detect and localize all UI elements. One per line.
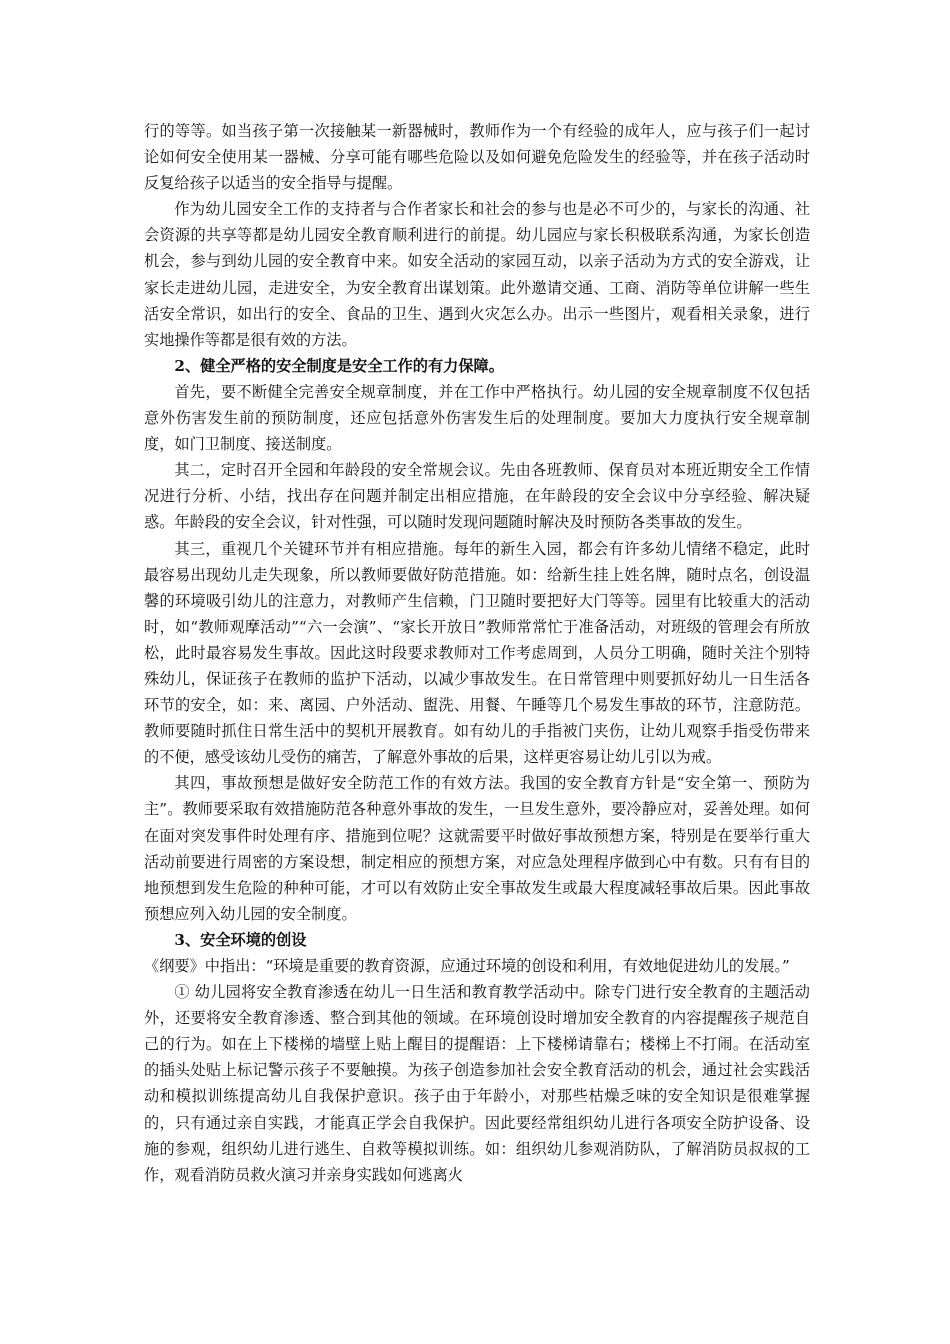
paragraph-3: 首先，要不断健全完善安全规章制度，并在工作中严格执行。幼儿园的安全规章制度不仅包括意外伤害发生前的预防制度，还应包括意外伤害发生后的处理制度。要加大力度执行安全规章制度，如门卫制度、接送制度。: [144, 382, 810, 454]
section-heading-3: 3、安全环境的创设: [174, 930, 307, 949]
paragraph-1: 行的等等。如当孩子第一次接触某一新器械时，教师作为一个有经验的成年人，应与孩子们一起讨论如何安全使用某一器械、分享可能有哪些危险以及如何避免危险发生的经验等，并在孩子活动时反复给孩子以适当的安全指导与提醒。: [144, 122, 810, 193]
paragraph-2: 作为幼儿园安全工作的支持者与合作者家长和社会的参与也是必不可少的，与家长的沟通、社会资源的共享等都是幼儿园安全教育顺利进行的前提。幼儿园应与家长积极联系沟通，为家长创造机会，参与到幼儿园的安全教育中来。如安全活动的家园互动，以亲子活动为方式的安全游戏，让家长走进幼儿园，走进安全，为安全教育出谋划策。此外邀请交通、工商、消防等单位讲解一些生活安全常识，如出行的安全、食品的卫生、遇到火灾怎么办。出示一些图片，观看相关录象，进行实地操作等都是很有效的方法。: [144, 200, 810, 349]
paragraph-8: ① 幼儿园将安全教育渗透在幼儿一日生活和教育教学活动中。除专门进行安全教育的主题活动外，还要将安全教育渗透、整合到其他的领域。在环境创设时增加安全教育的内容提醒孩子规范自己的行为。如在上下楼梯的墙壁上贴上醒目的提醒语：上下楼梯请靠右；楼梯上不打闹。在活动室的插头处贴上标记警示孩子不要触摸。为孩子创造参加社会安全教育活动的机会，通过社会实践活动和模拟训练提高幼儿自我保护意识。孩子由于年龄小，对那些枯燥乏味的安全知识是很难掌握的，只有通过亲自实践，才能真正学会自我保护。因此要经常组织幼儿进行各项安全防护设备、设施的参观，组织幼儿进行逃生、自救等模拟训练。如：组织幼儿参观消防队，了解消防员叔叔的工作，观看消防员救火演习并亲身实践如何逃离火: [144, 983, 810, 1184]
paragraph-7: 《纲要》中指出：“环境是重要的教育资源，应通过环境的创设和利用，有效地促进幼儿的发展。”: [144, 957, 790, 975]
section-heading-2: 2、健全严格的安全制度是安全工作的有力保障。: [174, 356, 504, 375]
paragraph-4: 其二，定时召开全园和年龄段的安全常规会议。先由各班教师、保育员对本班近期安全工作情况进行分析、小结，找出存在问题并制定出相应措施，在年龄段的安全会议中分享经验、解决疑惑。年龄段的安全会议，针对性强，可以随时发现问题随时解决及时预防各类事故的发生。: [144, 461, 810, 532]
paragraph-5: 其三，重视几个关键环节并有相应措施。每年的新生入园，都会有许多幼儿情绪不稳定，此时最容易出现幼儿走失现象，所以教师要做好防范措施。如：给新生挂上姓名牌，随时点名，创设温馨的环境吸引幼儿的注意力，对教师产生信赖，门卫随时要把好大门等等。园里有比较重大的活动时，如“教师观摩活动”“六一会演”、“家长开放日”教师常常忙于准备活动，对班级的管理会有所放松，此时最容易发生事故。因此这时段要求教师对工作考虑周到，人员分工明确，随时关注个别特殊幼儿，保证孩子在教师的监护下活动，以减少事故发生。在日常管理中则要抓好幼儿一日生活各环节的安全，如：来、离园、户外活动、盥洗、用餐、午睡等几个易发生事故的环节，注意防范。教师要随时抓住日常生活中的契机开展教育。如有幼儿的手指被门夹伤，让幼儿观察手指受伤带来的不便，感受该幼儿受伤的痛苦，了解意外事故的后果，这样更容易让幼儿引以为戒。: [144, 539, 810, 767]
document-page: [144, 118, 810, 1188]
paragraph-6: 其四，事故预想是做好安全防范工作的有效方法。我国的安全教育方针是“安全第一、预防为主”。教师要采取有效措施防范各种意外事故的发生，一旦发生意外，要冷静应对，妥善处理。如何在面对突发事件时处理有序、措施到位呢？这就需要平时做好事故预想方案，特别是在要举行重大活动前要进行周密的方案设想，制定相应的预想方案，对应急处理程序做到心中有数。只有有目的地预想到发生危险的种种可能，才可以有效防止安全事故发生或最大程度减轻事故后果。因此事故预想应列入幼儿园的安全制度。: [144, 774, 810, 923]
